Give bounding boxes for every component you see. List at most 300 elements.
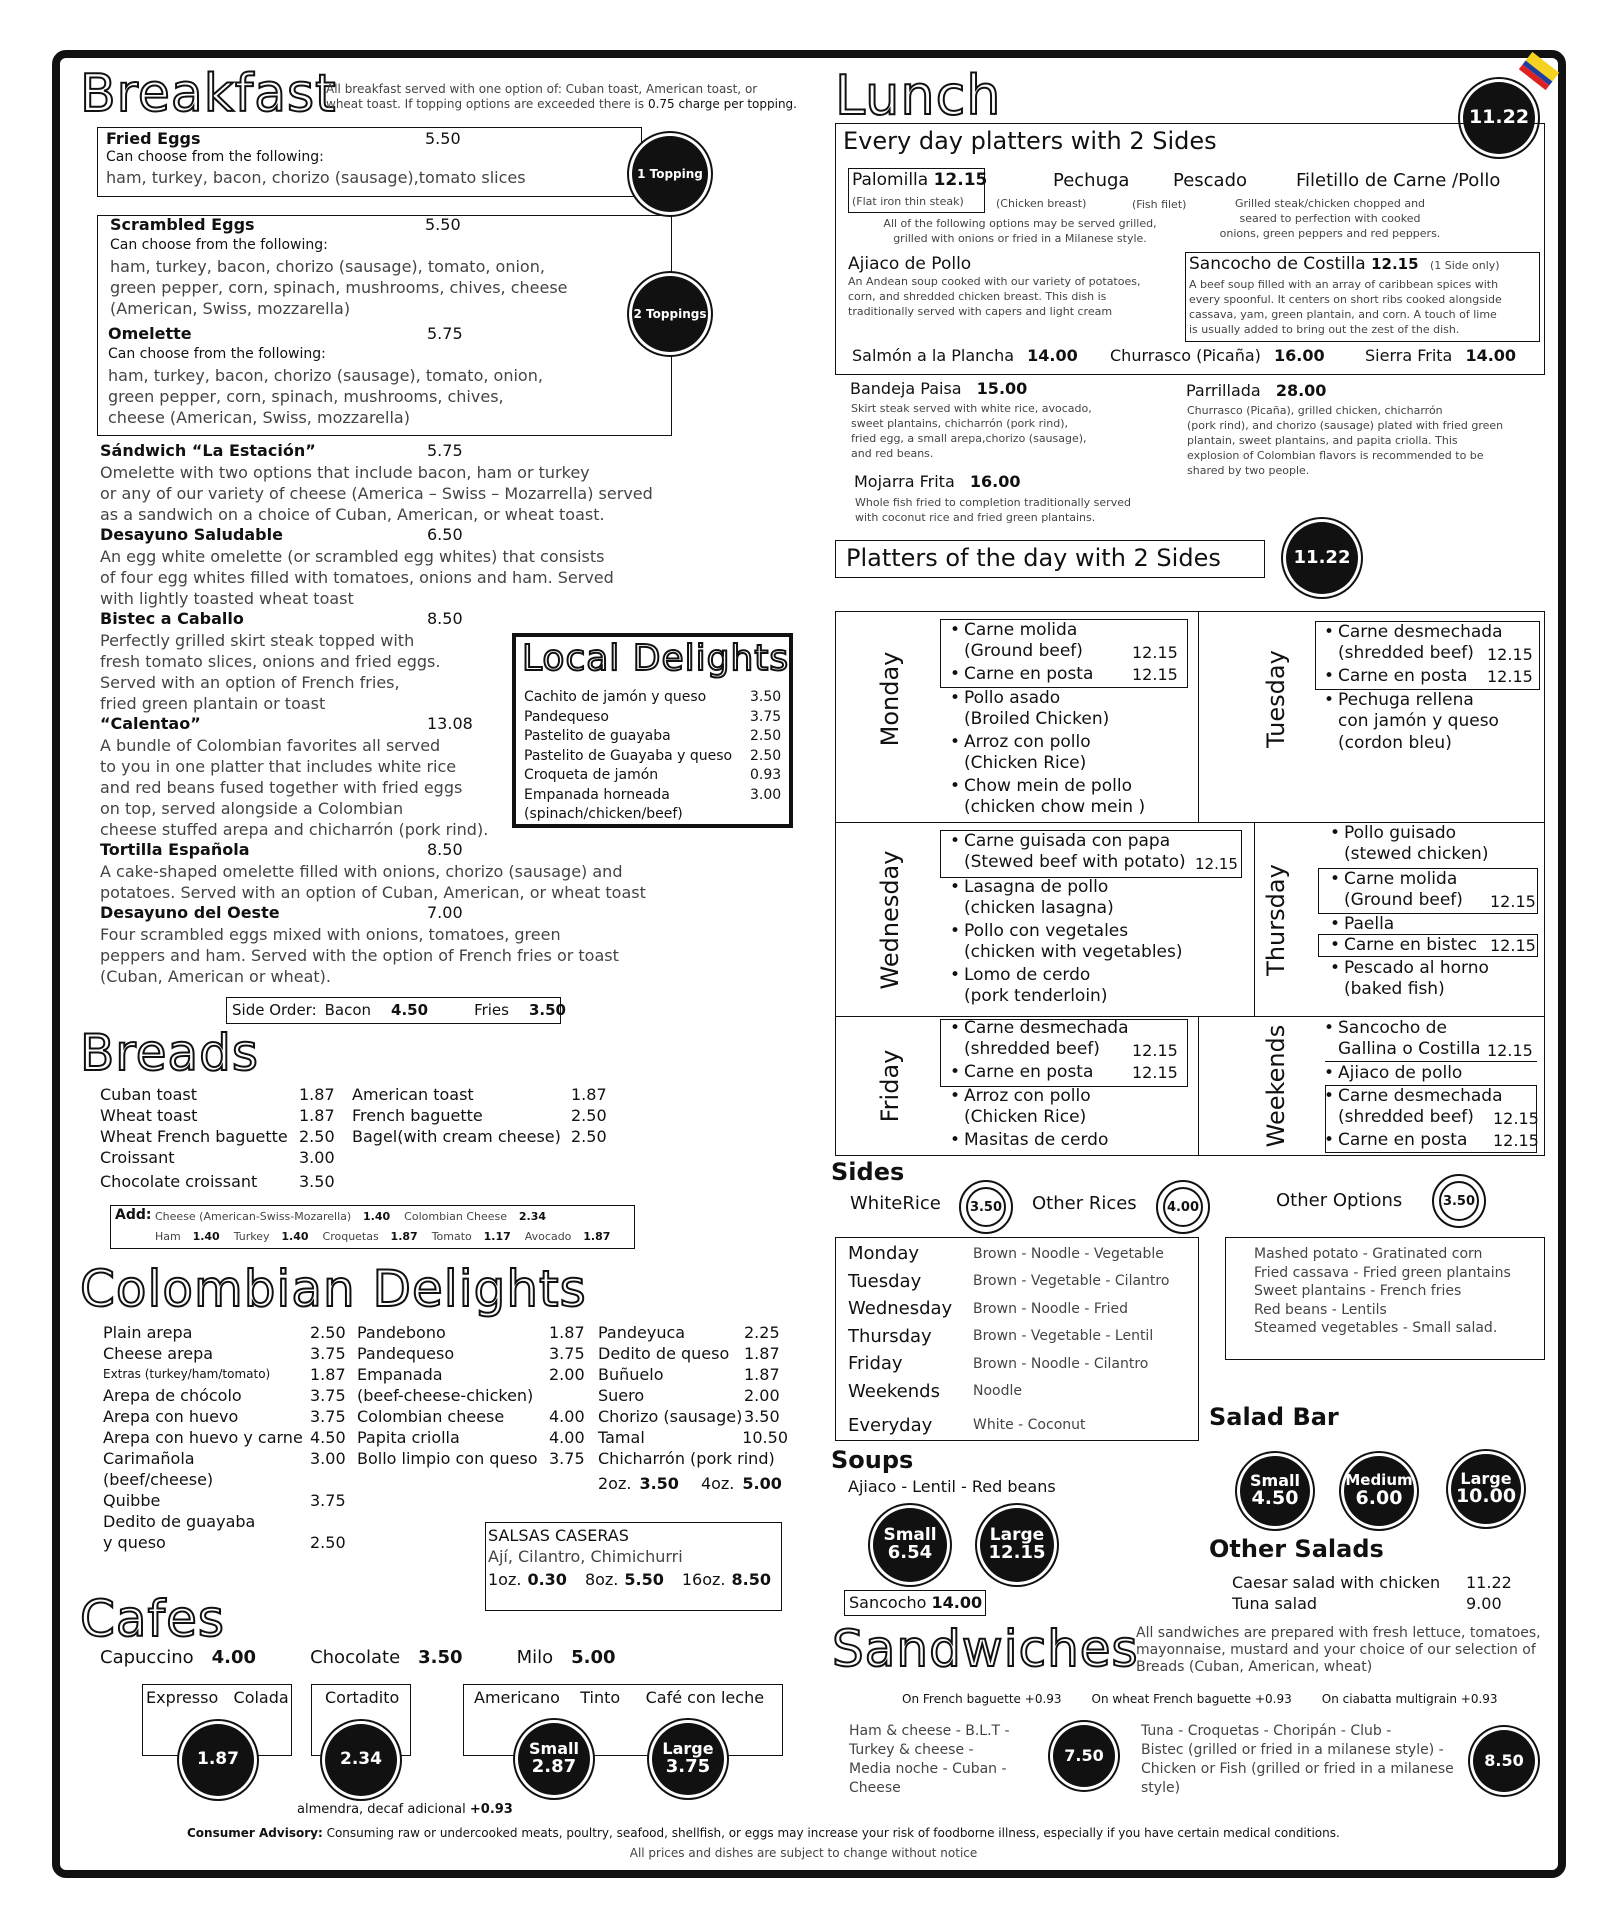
bread-item	[100, 1171, 335, 1192]
sandwiches-group-2	[1141, 1722, 1454, 1798]
colombian-item	[357, 1427, 585, 1448]
caesar-salad: Caesar salad with chicken	[1232, 1573, 1441, 1592]
local-item	[524, 747, 784, 767]
day-monday: Monday	[876, 651, 904, 747]
colombian-item	[357, 1448, 585, 1469]
colombian-item	[357, 1364, 585, 1385]
monday-item-1: • Carne molida	[964, 619, 1077, 641]
bandeja-desc-line: Skirt steak served with white rice, avocado,	[851, 402, 1092, 415]
local-item-price: 3.50	[750, 689, 782, 705]
white-rice: WhiteRice	[850, 1193, 941, 1214]
sandwich-g1-line: Media noche - Cuban -	[849, 1761, 1007, 1777]
colombian-item	[103, 1385, 346, 1406]
breakfast-item-desc: peppers and ham. Served with the option of French fries or toast	[100, 946, 619, 965]
breakfast-item-desc: A bundle of Colombian favorites all served	[100, 736, 441, 755]
colombian-col-2	[357, 1322, 585, 1469]
day-thursday: Thursday	[1262, 864, 1290, 976]
local-item-name: Cachito de jamón y queso	[524, 689, 707, 705]
rice-day-row	[848, 1295, 1193, 1323]
friday-item-3b: (Chicken Rice)	[964, 1107, 1087, 1127]
add-item	[234, 1230, 309, 1243]
omelette-choose: Can choose from the following:	[108, 346, 326, 362]
bandeja-desc-line: fried egg, a small arepa,chorizo (sausage),	[851, 432, 1087, 445]
rice-day-row	[848, 1350, 1193, 1378]
fried-eggs-price: 5.50	[425, 129, 461, 148]
sancocho-desc-line: A beef soup filled with an array of caribbean spices with	[1189, 278, 1499, 291]
rice-day-name: Monday	[848, 1243, 920, 1265]
rice-day-row	[848, 1240, 1193, 1268]
rice-day-name: Everyday	[848, 1414, 933, 1436]
sancocho-soup: Sancocho 14.00	[849, 1593, 983, 1612]
monday-item-1p: 12.15	[1132, 643, 1178, 662]
fried-eggs-name: Fried Eggs	[106, 129, 201, 148]
omelette-name: Omelette	[108, 324, 192, 343]
wednesday-item-3: • Pollo con vegetales	[964, 920, 1128, 942]
weekends-item-4: • Carne en posta	[1338, 1129, 1467, 1151]
ajiaco-desc-line: corn, and shredded chicken breast. This dish is	[848, 290, 1107, 303]
rice-day-name: Friday	[848, 1353, 903, 1375]
breakfast-item-desc: of four egg whites filled with tomatoes, onions and ham. Served	[100, 568, 614, 587]
breads-left-list	[100, 1084, 335, 1192]
rice-days-list	[848, 1240, 1193, 1439]
bread-item-name: Wheat French baguette	[100, 1127, 288, 1146]
ajiaco: Ajiaco de Pollo	[848, 254, 972, 274]
cortadito-badge: 2.34	[325, 1724, 397, 1796]
salad-large-badge: Large 10.00	[1451, 1454, 1521, 1524]
bread-item-name: Cuban toast	[100, 1085, 197, 1104]
lunch-title: Lunch	[835, 64, 1002, 127]
local-item	[524, 688, 784, 708]
local-item-price: 3.75	[750, 708, 782, 725]
salad-small-badge: Small 4.50	[1240, 1456, 1310, 1526]
breakfast-item-desc: with lightly toasted wheat toast	[100, 589, 354, 608]
bread-item-price: 1.87	[571, 1085, 607, 1104]
colombian-item-name: Arepa con huevo y carne	[103, 1428, 303, 1447]
colombian-item-price: 1.87	[310, 1365, 346, 1384]
colombian-item-name: Dedito de guayaba	[103, 1512, 256, 1531]
breakfast-item-desc: A cake-shaped omelette filled with onions, chorizo (sausage) and	[100, 862, 623, 881]
breakfast-item-name: Desayuno Saludable	[100, 525, 283, 544]
rice-day-options: Brown - Noodle - Vegetable	[973, 1245, 1164, 1262]
breakfast-item-desc: potatoes. Served with an option of Cuban, American, or wheat toast	[100, 883, 646, 902]
breakfast-item-price: 5.75	[427, 441, 463, 460]
lunch-row-2: Churrasco (Picaña) 16.00	[1110, 346, 1325, 365]
weekends-item-3b: (shredded beef)	[1338, 1107, 1474, 1127]
colombian-item-name: (beef-cheese-chicken)	[357, 1386, 534, 1405]
bread-item-price: 3.00	[299, 1148, 335, 1167]
other-options: Other Options	[1276, 1190, 1403, 1211]
ajiaco-desc-line: traditionally served with capers and light cream	[848, 305, 1113, 318]
chicharron-sizes: 2oz. 3.50 4oz. 5.00	[598, 1474, 782, 1493]
friday-item-1: • Carne desmechada	[964, 1017, 1129, 1039]
cafe-item-name: Chocolate	[310, 1647, 401, 1668]
add-item	[404, 1210, 546, 1223]
bread-item	[100, 1084, 335, 1105]
local-item-price: 3.00	[750, 786, 782, 803]
colombian-item-price: 4.00	[549, 1407, 585, 1426]
colombian-item	[357, 1343, 585, 1364]
add-item	[155, 1210, 390, 1223]
sandwiches-g1-badge: 7.50	[1053, 1725, 1115, 1787]
friday-item-2: • Carne en posta	[964, 1061, 1093, 1083]
add-item-price: 1.87	[386, 1230, 418, 1243]
bread-item	[100, 1147, 335, 1168]
consumer-advisory: Consumer Advisory: Consuming raw or undercooked meats, poultry, seafood, shellfish, or eggs may increase your risk of foodborne illness, especially if you have certain medical conditions.	[187, 1826, 1340, 1840]
mojarra-desc-line: with coconut rice and fried green plantains.	[855, 511, 1096, 524]
tuesday-item-2p: 12.15	[1487, 667, 1533, 686]
breakfast-item-desc: and red beans fused together with fried eggs	[100, 778, 463, 797]
rice-day-name: Wednesday	[848, 1298, 953, 1320]
sancocho-desc-line: cassava, yam, green plantain, and corn. A touch of lime	[1189, 308, 1497, 321]
friday-item-2p: 12.15	[1132, 1063, 1178, 1082]
sandwich-g1-line: Ham & cheese - B.L.T -	[849, 1723, 1010, 1739]
ajiaco-desc-line: An Andean soup cooked with our variety of potatoes,	[848, 275, 1141, 288]
breakfast-item-desc: fried green plantain or toast	[100, 694, 326, 713]
sandwich-extra-name: On ciabatta multigrain	[1321, 1692, 1461, 1706]
cafe-item-price: 3.50	[418, 1647, 463, 1668]
tuesday-item-1b: (shredded beef)	[1338, 643, 1474, 663]
soup-large-badge: Large 12.15	[980, 1508, 1054, 1582]
sandwich-g2-line: Bistec (grilled or fried in a milanese style) -	[1141, 1742, 1444, 1758]
breakfast-item-desc: Perfectly grilled skirt steak topped with	[100, 631, 415, 650]
prices-note: All prices and dishes are subject to change without notice	[629, 1846, 978, 1860]
day-weekends: Weekends	[1262, 1024, 1290, 1148]
colombian-item	[598, 1448, 788, 1469]
monday-item-3b: (Broiled Chicken)	[964, 709, 1110, 729]
ajiaco-desc	[848, 274, 1140, 319]
colombian-item-price	[310, 1469, 346, 1490]
pescado-desc: (Fish filet)	[1132, 198, 1187, 211]
add-row-2	[155, 1230, 610, 1243]
colombian-item-price: 1.87	[744, 1365, 780, 1384]
colombian-item	[103, 1427, 346, 1448]
colombian-item-name: Tamal	[598, 1428, 645, 1447]
colombian-item	[598, 1406, 788, 1427]
colombian-item	[103, 1532, 346, 1553]
other-option-line: Steamed vegetables - Small salad.	[1254, 1320, 1498, 1336]
americano-large-badge: Large 3.75	[652, 1723, 724, 1795]
other-options-list	[1254, 1245, 1511, 1338]
colombian-item	[103, 1406, 346, 1427]
friday-item-1b: (shredded beef)	[964, 1039, 1100, 1059]
parrillada-desc-line: (pork rind), and chorizo (sausage) plated with fried green	[1187, 419, 1504, 432]
local-item-name: Pastelito de guayaba	[524, 728, 671, 744]
bread-item-name: Bagel(with cream cheese)	[352, 1127, 561, 1146]
other-options-badge: 3.50	[1432, 1174, 1486, 1228]
cafes-title: Cafes	[80, 1590, 225, 1648]
bread-item-name: American toast	[352, 1085, 474, 1104]
sandwiches-note	[1136, 1625, 1541, 1676]
add-item-name: Colombian Cheese	[404, 1210, 508, 1223]
sides-title: Sides	[831, 1158, 905, 1186]
wednesday-item-4: • Lomo de cerdo	[964, 964, 1090, 986]
sandwiches-extras	[902, 1692, 1498, 1706]
bread-item-name: Chocolate croissant	[100, 1172, 258, 1191]
sandwich-extra-price: +0.93	[1460, 1692, 1498, 1706]
thursday-item-2p: 12.15	[1490, 892, 1536, 911]
expresso-badge: 1.87	[182, 1724, 254, 1796]
colombian-item	[357, 1406, 585, 1427]
tuna-salad-price: 9.00	[1466, 1594, 1502, 1613]
colombian-item-price: 3.75	[310, 1491, 346, 1510]
colombian-item-name: Buñuelo	[598, 1365, 664, 1384]
colombian-item-name: Empanada	[357, 1365, 443, 1384]
colombian-item	[103, 1364, 346, 1385]
breakfast-title: Breakfast	[80, 64, 337, 124]
add-item-price: 2.34	[515, 1210, 547, 1223]
monday-item-3: • Pollo asado	[964, 687, 1060, 709]
colombian-item-name: (beef/cheese)	[103, 1470, 214, 1489]
colombian-item	[103, 1490, 346, 1511]
monday-item-1b: (Ground beef)	[964, 641, 1083, 661]
colombian-item-price	[775, 1448, 819, 1469]
salsas-sizes: 1oz. 0.30 8oz. 5.50 16oz. 8.50	[488, 1570, 771, 1589]
monday-item-2p: 12.15	[1132, 665, 1178, 684]
local-item-note: (spinach/chicken/beef)	[524, 806, 683, 822]
mojarra: Mojarra Frita 16.00	[854, 472, 1021, 491]
breakfast-item	[100, 609, 680, 630]
colombian-item-name: Quibbe	[103, 1491, 161, 1510]
add-label: Add:	[115, 1207, 152, 1223]
caesar-salad-price: 11.22	[1466, 1573, 1512, 1592]
colombian-col-1	[103, 1322, 346, 1553]
add-row-1	[155, 1210, 546, 1223]
filetillo-desc-line: seared to perfection with cooked	[1239, 212, 1421, 225]
grid-v3	[1198, 1016, 1199, 1156]
rice-day-options: Brown - Noodle - Fried	[973, 1300, 1129, 1317]
bread-item-price: 2.50	[571, 1106, 607, 1125]
add-item-name: Avocado	[524, 1230, 572, 1243]
rice-day-options: Brown - Vegetable - Cilantro	[973, 1273, 1170, 1290]
bread-item-price: 1.87	[299, 1085, 335, 1104]
colombian-item-price: 10.50	[742, 1428, 788, 1447]
scrambled-options: ham, turkey, bacon, chorizo (sausage), tomato, onion, green pepper, corn, spinach, mushrooms, chives, cheese (American, Swiss, mozzarella)	[110, 257, 568, 318]
breakfast-item-desc: An egg white omelette (or scrambled egg whites) that consists	[100, 547, 605, 566]
colombian-item-price: 1.87	[744, 1344, 780, 1363]
bread-item	[100, 1126, 335, 1147]
lunch-row-3: Sierra Frita 14.00	[1365, 346, 1517, 365]
breakfast-item-desc: as a sandwich on a choice of Cuban, American, or wheat toast.	[100, 505, 605, 524]
thursday-item-3: • Paella	[1344, 913, 1394, 935]
breakfast-item-price: 8.50	[427, 840, 463, 859]
colombian-item-name: Chorizo (sausage)	[598, 1407, 743, 1426]
bread-item-name: Croissant	[100, 1148, 175, 1167]
colombian-item-name: Colombian cheese	[357, 1407, 505, 1426]
grid-v2	[1254, 822, 1255, 1016]
friday-item-3: • Arroz con pollo	[964, 1085, 1091, 1107]
local-item-name: Empanada horneada	[524, 786, 670, 803]
colombian-item-price: 2.50	[310, 1323, 346, 1342]
bandeja-desc-line: sweet plantains, chicharrón (pork rind),	[851, 417, 1068, 430]
colombian-item-price: 3.75	[310, 1344, 346, 1363]
parrillada-desc-line: Churrasco (Picaña), grilled chicken, chicharrón	[1187, 404, 1443, 417]
other-option-line: Red beans - Lentils	[1254, 1301, 1387, 1318]
bread-item	[352, 1126, 607, 1147]
local-item-price: 2.50	[750, 728, 782, 744]
colombian-item-name: Bollo limpio con queso	[357, 1449, 538, 1468]
add-item-price: 1.40	[359, 1210, 391, 1223]
local-item	[524, 786, 784, 806]
wednesday-item-3b: (chicken with vegetables)	[964, 942, 1183, 962]
weekends-item-3: • Carne desmechada	[1338, 1085, 1503, 1107]
bread-item-name: French baguette	[352, 1106, 483, 1125]
breakfast-item	[100, 903, 680, 924]
bread-item-price: 2.50	[299, 1127, 335, 1146]
tuesday-item-3: • Pechuga rellena	[1338, 689, 1474, 711]
thursday-item-4p: 12.15	[1490, 936, 1536, 955]
local-delights-list	[524, 688, 784, 824]
colombian-item-price: 3.00	[310, 1449, 346, 1468]
thursday-item-2b: (Ground beef)	[1344, 890, 1463, 910]
wednesday-item-1p: 12.15	[1195, 855, 1238, 873]
colombian-item	[103, 1511, 346, 1532]
scrambled-choose: Can choose from the following:	[110, 237, 328, 253]
breakfast-item-name: Tortilla Española	[100, 840, 250, 859]
colombian-item	[103, 1448, 346, 1469]
colombian-item-name: Dedito de queso	[598, 1344, 730, 1363]
other-rices-badge: 4.00	[1156, 1180, 1210, 1234]
bread-item	[352, 1105, 607, 1126]
friday-item-4: • Masitas de cerdo	[964, 1129, 1108, 1151]
palomilla-desc: (Flat iron thin steak)	[852, 195, 964, 208]
sandwich-extra-price: +0.93	[1024, 1692, 1062, 1706]
sandwich-note-line: Breads (Cuban, American, wheat)	[1136, 1659, 1373, 1675]
local-item	[524, 708, 784, 728]
breakfast-item-desc: or any of our variety of cheese (America – Swiss – Mozarrella) served	[100, 484, 653, 503]
options-note	[860, 216, 1180, 246]
colombian-item-name: Arepa con huevo	[103, 1407, 239, 1426]
rice-day-options: Brown - Vegetable - Lentil	[973, 1328, 1154, 1345]
colombian-item-price: 1.87	[549, 1323, 585, 1342]
rice-day-name: Tuesday	[848, 1270, 922, 1292]
expresso-label: Expresso Colada	[146, 1688, 289, 1707]
local-item-name: Croqueta de jamón	[524, 767, 659, 783]
colombian-item	[103, 1322, 346, 1343]
add-item	[155, 1230, 220, 1243]
sandwiches-title: Sandwiches	[832, 1620, 1139, 1678]
other-option-line: Fried cassava - Fried green plantains	[1254, 1264, 1511, 1281]
weekends-item-3p: 12.15	[1493, 1109, 1539, 1128]
rice-day-name: Weekends	[848, 1380, 940, 1402]
pechuga-desc: (Chicken breast)	[996, 197, 1087, 210]
colombian-item-price: 3.75	[549, 1344, 585, 1363]
tuesday-item-1p: 12.15	[1487, 645, 1533, 664]
fried-eggs-options: ham, turkey, bacon, chorizo (sausage),tomato slices	[106, 168, 526, 187]
colombian-title: Colombian Delights	[80, 1260, 587, 1318]
platters-badge: 11.22	[1286, 522, 1358, 594]
bread-item-price: 3.50	[299, 1172, 335, 1191]
sandwich-note-line: All sandwiches are prepared with fresh lettuce, tomatoes,	[1136, 1625, 1541, 1641]
local-item-name: Pandequeso	[524, 708, 609, 725]
sandwich-note-line: mayonnaise, mustard and your choice of our selection of	[1136, 1642, 1536, 1658]
weekends-item-2: • Ajiaco de pollo	[1338, 1062, 1462, 1084]
tuesday-item-3c: (cordon bleu)	[1338, 733, 1452, 753]
omelette-price: 5.75	[427, 324, 463, 343]
colombian-item-price: 2.00	[744, 1386, 780, 1405]
colombian-item-price: 2.50	[310, 1533, 346, 1552]
add-item-name: Tomato	[431, 1230, 472, 1243]
sancocho-desc	[1189, 277, 1502, 337]
breakfast-item-desc: to you in one platter that includes white rice	[100, 757, 457, 776]
bandeja: Bandeja Paisa 15.00	[850, 379, 1028, 398]
thursday-item-4: • Carne en bistec	[1344, 934, 1477, 956]
thursday-item-1: • Pollo guisado	[1344, 822, 1456, 844]
thursday-item-2: • Carne molida	[1344, 868, 1457, 890]
sandwich-g2-line: Tuna - Croquetas - Choripán - Club -	[1141, 1723, 1392, 1739]
soups-list: Ajiaco - Lentil - Red beans	[848, 1477, 1056, 1496]
colombian-item-name: y queso	[103, 1533, 166, 1552]
two-toppings-badge: 2 Toppings	[632, 276, 708, 352]
wednesday-item-2: • Lasagna de pollo	[964, 876, 1108, 898]
colombian-item-name: Pandebono	[357, 1323, 446, 1342]
local-delights-title: Local Delights	[522, 638, 790, 679]
day-wednesday: Wednesday	[876, 850, 904, 990]
sandwich-g1-line: Turkey & cheese -	[849, 1742, 974, 1758]
lunch-row-1: Salmón a la Plancha 14.00	[852, 346, 1078, 365]
sancocho-desc-line: every spoonful. It centers on short ribs cooked alongside	[1189, 293, 1502, 306]
colombian-item-price	[549, 1385, 585, 1406]
weekends-item-1p: 12.15	[1487, 1041, 1533, 1060]
rice-day-options: Brown - Noodle - Cilantro	[973, 1355, 1149, 1372]
day-friday: Friday	[876, 1049, 904, 1123]
filetillo-desc-line: Grilled steak/chicken chopped and	[1234, 197, 1426, 210]
colombian-item-name: Suero	[598, 1386, 645, 1405]
other-option-line: Sweet plantains - French fries	[1254, 1283, 1462, 1299]
rice-day-options: Noodle	[973, 1383, 1022, 1400]
colombian-item	[598, 1385, 788, 1406]
colombian-item-price: 3.75	[310, 1386, 346, 1405]
filetillo: Filetillo de Carne /Pollo	[1296, 170, 1501, 191]
breakfast-item-name: Desayuno del Oeste	[100, 903, 280, 922]
wednesday-item-1b: (Stewed beef with potato)	[964, 852, 1186, 872]
weekends-item-4p: 12.15	[1493, 1131, 1539, 1150]
cafe-item-price: 4.00	[211, 1647, 257, 1668]
breakfast-item	[100, 441, 680, 462]
breakfast-item-price: 7.00	[427, 903, 463, 922]
breakfast-item-desc: Served with an option of French fries,	[100, 673, 400, 692]
colombian-item-price: 3.75	[549, 1449, 585, 1468]
thursday-item-1b: (stewed chicken)	[1344, 844, 1489, 864]
colombian-item	[103, 1343, 346, 1364]
local-item-name: Pastelito de Guayaba y queso	[524, 747, 733, 764]
sancocho-desc-line: is usually added to bring out the zest of the dish.	[1189, 323, 1460, 336]
lunch-price-badge: 11.22	[1463, 82, 1535, 154]
breakfast-item-desc: on top, served alongside a Colombian	[100, 799, 404, 818]
fried-eggs-choose: Can choose from the following:	[106, 149, 324, 165]
cortadito-label: Cortadito	[325, 1688, 400, 1707]
pescado: Pescado	[1173, 170, 1248, 191]
sandwich-extra-name: On wheat French baguette	[1091, 1692, 1255, 1706]
everyday-title: Every day platters with 2 Sides	[843, 127, 1217, 155]
omelette-options: ham, turkey, bacon, chorizo (sausage), tomato, onion, green pepper, corn, spinach, mushrooms, chives, cheese (American, Swiss, mozzarella)	[108, 366, 543, 427]
bread-item-name: Wheat toast	[100, 1106, 198, 1125]
sandwich-extra	[902, 1692, 1062, 1706]
parrillada-desc-line: shared by two people.	[1187, 464, 1310, 477]
bandeja-desc-line: and red beans.	[851, 447, 934, 460]
bread-item-price: 2.50	[571, 1127, 607, 1146]
local-item	[524, 727, 784, 747]
breakfast-item	[100, 840, 680, 861]
white-rice-badge: 3.50	[959, 1180, 1013, 1234]
cafes-top-row	[100, 1647, 616, 1668]
colombian-item-price: 2.25	[744, 1323, 780, 1342]
breakfast-item-name: Sándwich “La Estación”	[100, 441, 316, 460]
cafes-note: almendra, decaf adicional +0.93	[297, 1802, 513, 1817]
colombian-item-price: 3.75	[310, 1407, 346, 1426]
wednesday-item-2b: (chicken lasagna)	[964, 898, 1114, 918]
mojarra-desc	[855, 495, 1131, 525]
colombian-item	[357, 1322, 585, 1343]
